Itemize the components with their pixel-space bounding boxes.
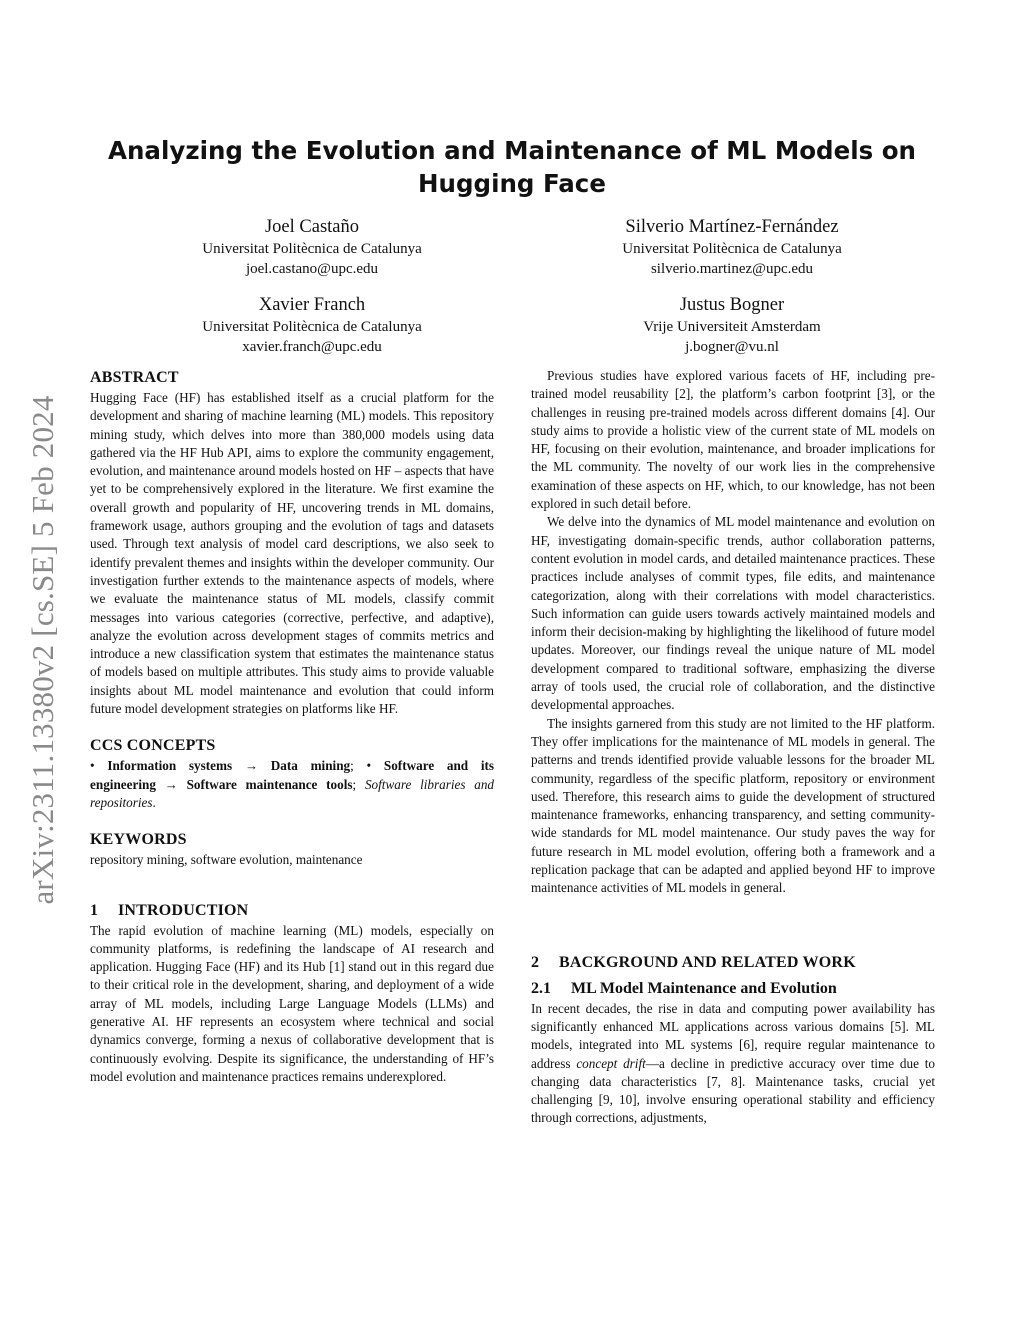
author-affiliation: Vrije Universiteit Amsterdam [643, 319, 821, 335]
ccs-bullet: • [366, 758, 372, 774]
author-block [552, 216, 912, 279]
text-run: In recent decades, the rise in data and computing power availability has significantly enhanced ML applications across various domains [5]. ML models, integrated into ML systems [6], require regular maintenance to address [531, 1000, 935, 1071]
keywords-heading: KEYWORDS [90, 831, 187, 849]
subsection-title: ML Model Maintenance and Evolution [571, 979, 837, 997]
abstract-heading: ABSTRACT [90, 369, 179, 386]
paragraph: Previous studies have explored various facets of HF, including pre-trained model reusability [2], the platform’s carbon footprint [3], or the challenges in reusing pre-trained models across different domains [4]. Our study aims to provide a holistic view of the current state of ML models on HF, focusing on their evolution, maintenance, and broader implications for the ML community. The novelty of our work lies in the comprehensive examination of these aspects on HF, which, to our knowledge, has not been explored in such detail before. [531, 368, 935, 512]
right-column [531, 367, 935, 1128]
section-heading [90, 900, 494, 922]
author-email: xavier.franch@upc.edu [242, 339, 382, 355]
paragraph [531, 1000, 935, 1128]
author-email: joel.castano@upc.edu [245, 261, 379, 277]
paragraph: We delve into the dynamics of ML model maintenance and evolution on HF, investigating domain-specific trends, author collaboration patterns, content evolution in model cards, and detailed maintenance practices. These practices include analyses of commit types, file edits, and maintenance categorization, along with their correlations with model characteristics. Such information can guide users towards actively maintained models and inform their decision-making by highlighting the likelihood of future model updates. Moreover, our findings reveal the unique nature of ML model development compared to traditional software, emphasizing the diverse array of tools used, the crucial role of collaboration, and the distinctive developmental approaches. [531, 514, 935, 713]
paragraph: The insights garnered from this study are not limited to the HF platform. They offer implications for the maintenance of ML models in general. The patterns and trends identified provide valuable lessons for the broader ML community, regardless of the specific platform, repository or environment used. Therefore, this research aims to guide the development of structured maintenance frameworks, enhancing transparency, and setting community-wide standards for ML model maintenance. Our study paves the way for future research in ML model evolution, offering both a framework and a replication package that can be adapted and applied beyond HF to improve maintenance activities of ML models in general. [531, 715, 935, 896]
author-email: j.bogner@vu.nl [685, 339, 779, 355]
subsection-number: 2.1 [531, 979, 551, 997]
keywords-text: repository mining, software evolution, maintenance [90, 852, 363, 868]
ccs-term: Software maintenance tools [186, 776, 353, 792]
ccs-term: Information systems [107, 758, 233, 774]
ccs-arrow: → [244, 758, 259, 774]
subsection-heading [531, 978, 935, 1000]
ccs-heading: CCS CONCEPTS [90, 737, 216, 755]
section-number: 1 [90, 901, 99, 919]
author-block [132, 216, 492, 279]
paper-title: Analyzing the Evolution and Maintenance of ML Models on Hugging Face [108, 136, 916, 198]
author-name: Joel Castaño [264, 217, 360, 237]
author-affiliation: Universitat Politècnica de Catalunya [202, 319, 422, 335]
author-name: Silverio Martínez-Fernández [625, 217, 839, 237]
section-number: 2 [531, 953, 540, 971]
arxiv-identifier: arXiv:2311.13380v2 [cs.SE] 5 Feb 2024 [25, 395, 60, 905]
author-block [552, 294, 912, 357]
ccs-term: Software and its engineering [90, 758, 495, 792]
left-column [90, 367, 494, 1086]
author-block [132, 294, 492, 357]
text-run: —a decline in predictive accuracy over time due to changing data characteristics [7, 8]. Maintenance tasks, crucial yet challenging [9, 10], involve ensuring operational stability and efficiency through corrections, adjustments, [531, 1055, 935, 1126]
author-affiliation: Universitat Politècnica de Catalunya [202, 241, 422, 257]
author-name: Justus Bogner [679, 295, 785, 315]
author-affiliation: Universitat Politècnica de Catalunya [622, 241, 842, 257]
section-heading [531, 952, 935, 974]
ccs-arrow: → [164, 776, 178, 792]
ccs-term: Data mining [270, 758, 351, 774]
ccs-concepts: • Information systems → Data mining; • Software and its engineering → Software maintenance tools; Software libraries and repositories. [90, 758, 495, 810]
ccs-bullet: • [90, 758, 95, 774]
author-email: silverio.martinez@upc.edu [650, 261, 814, 277]
paragraph: The rapid evolution of machine learning (ML) models, especially on community platforms, is redefining the landscape of AI research and application. Hugging Face (HF) and its Hub [1] stand out in this regard due to their critical role in the development, sharing, and deployment of a wide array of ML models, including Large Language Models (LLMs) and generative AI. HF represents an ecosystem where technical and social dynamics converge, forming a nexus of collaborative development that is continuously evolving. Despite its significance, the understanding of HF’s model evolution and maintenance practices remains underexplored. [90, 922, 494, 1084]
emphasis-term: concept drift [576, 1055, 646, 1071]
ccs-term: Software libraries and repositories [90, 776, 495, 810]
abstract-text: Hugging Face (HF) has established itself as a crucial platform for the development and sharing of machine learning (ML) models. This repository mining study, which delves into more than 380,000 models using data gathered via the HF Hub API, aims to explore the community engagement, evolution, and maintenance around models hosted on HF – aspects that have yet to be comprehensively explored in the literature. We first examine the overall growth and popularity of HF, uncovering trends in ML domains, framework usage, authors grouping and the evolution of tags and datasets used. Through text analysis of model card descriptions, we also seek to identify prevalent themes and insights within the developer community. Our investigation further extends to the maintenance aspects of models, where we evaluate the maintenance status of ML models, classify commit messages into various categories (corrective, perfective, and adaptive), analyze the evolution across development stages of commits metrics and introduce a new classification system that estimates the maintenance status of models based on multiple attributes. This study aims to provide valuable insights about ML model maintenance and evolution that could inform future model development strategies on platforms like HF. [90, 390, 494, 717]
section-title: INTRODUCTION [118, 901, 249, 919]
section-title: BACKGROUND AND RELATED WORK [559, 953, 856, 971]
author-name: Xavier Franch [258, 295, 366, 315]
